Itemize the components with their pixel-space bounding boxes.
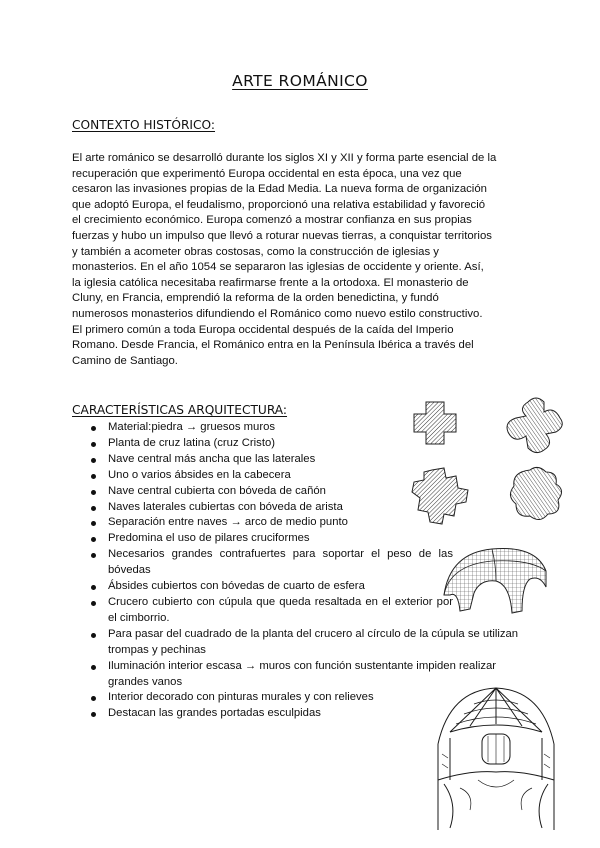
feature-item: Destacan las grandes portadas esculpidas bbox=[90, 706, 530, 722]
compound-pillar-plan-icon bbox=[412, 468, 468, 524]
paragraph-line: El arte románico se desarrolló durante los siglos XI y XII y forma parte esencial de la bbox=[72, 152, 497, 164]
feature-item: Nave central más ancha que las laterales bbox=[90, 452, 530, 468]
feature-item: Material:piedra → gruesos muros bbox=[90, 420, 530, 436]
paragraph-line: numerosos monasterios difundiendo el Románico como nuevo estilo constructivo. bbox=[72, 307, 483, 320]
feature-item: Ábsides cubiertos con bóvedas de cuarto de esfera bbox=[90, 579, 530, 595]
paragraph-line: El primero común a toda Europa occidental después de la caída del Imperio bbox=[72, 323, 454, 336]
lobed-pillar-plan-icon bbox=[510, 467, 561, 519]
feature-item: Uno o varios ábsides en la cabecera bbox=[90, 468, 530, 484]
paragraph-line: cesaron las invasiones propias de la Edad Media. La nueva forma de organización bbox=[72, 183, 487, 196]
feature-item: Planta de cruz latina (cruz Cristo) bbox=[90, 436, 530, 452]
feature-item: Separación entre naves → arco de medio punto bbox=[90, 515, 530, 531]
paragraph-line: que adoptó Europa, el feudalismo, proporcionó una relativa estabilidad y favoreció bbox=[72, 198, 486, 211]
cruciform-pillars-illustration bbox=[410, 392, 570, 530]
cross-pillar-plan-icon bbox=[414, 402, 456, 444]
paragraph-line: la iglesia católica necesitaba reafirmarse frente a la ortodoxa. El monasterio de bbox=[72, 276, 469, 289]
feature-item: Naves laterales cubiertas con bóveda de arista bbox=[90, 500, 530, 516]
paragraph-line: monasterios. En el año 1054 se separaron las iglesias de occidente y oriente. Así, bbox=[72, 261, 484, 274]
feature-item: Iluminación interior escasa → muros con función sustentante impiden realizar grandes vanos bbox=[90, 659, 530, 691]
paragraph-line: fuerzas y hubo un impulso que llevó a roturar nuevas tierras, a conquistar territorios bbox=[72, 229, 492, 242]
feature-item: Crucero cubierto con cúpula que queda resaltada en el exterior por el cimborrio. bbox=[90, 595, 453, 627]
paragraph-line: y también a acometer obras costosas, como la construcción de iglesias y bbox=[72, 245, 439, 258]
feature-item: Necesarios grandes contrafuertes para soportar el peso de las bóvedas bbox=[90, 547, 453, 579]
paragraph-line: Camino de Santiago. bbox=[72, 354, 178, 367]
feature-item: Interior decorado con pinturas murales y con relieves bbox=[90, 690, 530, 706]
architecture-heading: CARACTERÍSTICAS ARQUITECTURA: bbox=[72, 403, 288, 417]
paragraph-line: recuperación que experimentó Europa occidental en esta época, una vez que bbox=[72, 167, 462, 180]
feature-item: Nave central cubierta con bóveda de cañón bbox=[90, 484, 530, 500]
apse-dome-illustration bbox=[430, 684, 562, 834]
page-title: ARTE ROMÁNICO bbox=[232, 72, 368, 90]
feature-item: Para pasar del cuadrado de la planta del crucero al círculo de la cúpula se utilizan trompas y pechinas bbox=[90, 627, 530, 659]
paragraph-line: Cluny, en Francia, emprendió la reforma de la orden benedictina, y fundó bbox=[72, 292, 439, 305]
paragraph-line: Romano. Desde Francia, el Románico entra en la Península Ibérica a través del bbox=[72, 339, 474, 352]
historical-context-heading: CONTEXTO HISTÓRICO: bbox=[72, 118, 216, 132]
historical-context-paragraph bbox=[72, 151, 528, 369]
cross-pillar-columns-plan-icon bbox=[507, 398, 562, 453]
feature-item: Predomina el uso de pilares cruciformes bbox=[90, 531, 530, 547]
paragraph-line: el crecimiento económico. Europa comenzó a mostrar confianza en sus propias bbox=[72, 214, 472, 227]
groin-vault-illustration bbox=[440, 535, 550, 617]
